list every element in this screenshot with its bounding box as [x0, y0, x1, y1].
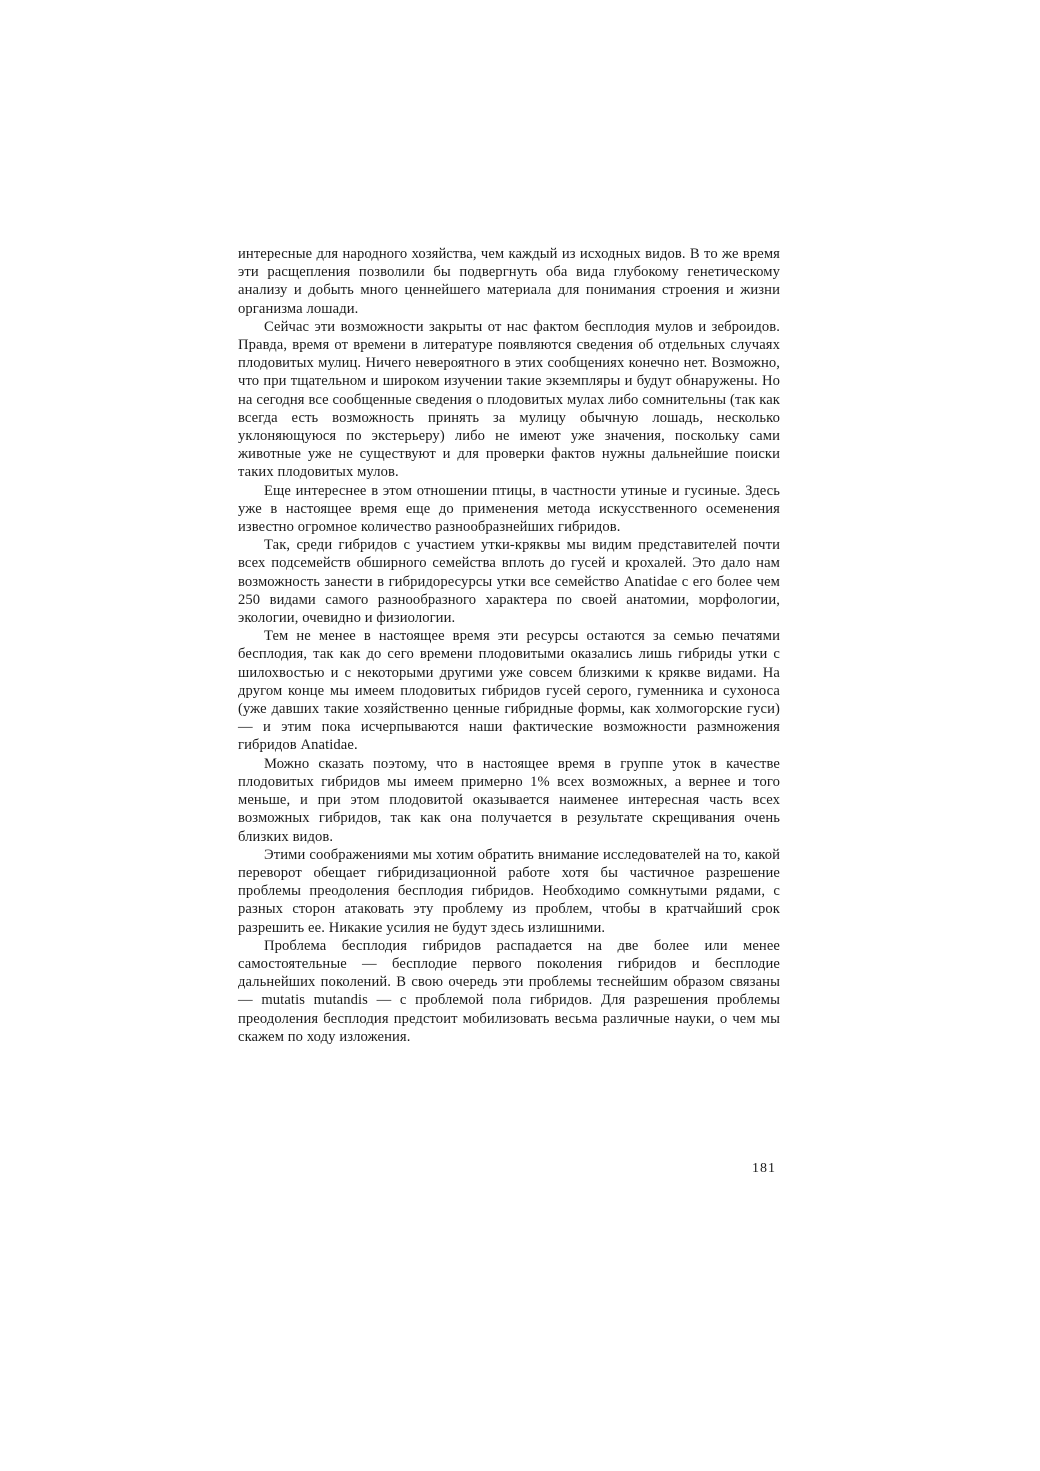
page-body [238, 245, 780, 1046]
paragraph-4: Так, среди гибридов с участием утки-кряквы мы видим представителей почти всех подсемейств обширного семейства вплоть до гусей и крохалей. Это дало нам возможность занести в гибридоресурсы утки все семейство Anatidae с его более чем 250 видами самого разнообразного характера по своей анатомии, морфологии, экологии, очевидно и физиологии. [238, 537, 780, 627]
paragraph-3: Еще интереснее в этом отношении птицы, в частности утиные и гусиные. Здесь уже в настоящее время еще до применения метода искусственного осеменения известно огромное количество разнообразнейших гибридов. [238, 482, 780, 536]
paragraph-6: Можно сказать поэтому, что в настоящее время в группе уток в качестве плодовитых гибридов мы имеем примерно 1% всех возможных, а вернее и того меньше, и при этом плодовитой оказывается наименее интересная часть всех возможных гибридов, так как она получается в результате скрещивания очень близких видов. [238, 755, 780, 845]
paragraph-1: интересные для народного хозяйства, чем каждый из исходных видов. В то же время эти расщепления позволили бы подвергнуть оба вида глубокому генетическому анализу и добыть много ценнейшего материала для понимания строения и жизни организма лошади. [238, 246, 780, 317]
paragraph-5: Тем не менее в настоящее время эти ресурсы остаются за семью печатями бесплодия, так как до сего времени плодовитыми оказались лишь гибриды утки с шилохвостью и с некоторыми другими уже совсем близкими к кряквe видами. На другом конце мы имеем плодовитых гибридов гусей серого, гуменника и сухоноса (уже давших такие хозяйственно ценные гибридные формы, как холмогорские гуси) — и этим пока исчерпываются наши фактические возможности размножения гибридов Anatidae. [238, 628, 780, 754]
paragraph-7: Этими соображениями мы хотим обратить внимание исследователей на то, какой переворот обещает гибридизационной работе хотя бы частичное разрешение проблемы преодоления бесплодия гибридов. Необходимо сомкнутыми рядами, с разных сторон атаковать эту проблему из проблем, чтобы в кратчайший срок разрешить ее. Никакие усилия не будут здесь излишними. [238, 846, 780, 936]
paragraph-8: Проблема бесплодия гибридов распадается на две более или менее самостоятельные — бесплодие первого поколения гибридов и бесплодие дальнейших поколений. В свою очередь эти проблемы теснейшим образом связаны — mutatis mutandis — с проблемой пола гибридов. Для разрешения проблемы преодоления бесплодия предстоит мобилизовать весьма различные науки, о чем мы скажем по ходу изложения. [238, 937, 780, 1045]
paragraph-2: Сейчас эти возможности закрыты от нас фактом бесплодия мулов и зеброидов. Правда, время от времени в литературе появляются сведения об отдельных случаях плодовитых мулиц. Ничего невероятного в этих сообщениях конечно нет. Возможно, что при тщательном и широком изучении такие экземпляры и будут обнаружены. Но на сегодня все сообщенные сведения о плодовитых мулах либо сомнительны (так как всегда есть возможность принять за мулицу обычную лошадь, несколько уклоняющуюся по экстерьеру) либо не имеют уже значения, поскольку сами животные уже не существуют и для проверки фактов нужны дальнейшие поиски таких плодовитых мулов. [238, 318, 780, 481]
page-number: 181 [752, 1161, 776, 1176]
